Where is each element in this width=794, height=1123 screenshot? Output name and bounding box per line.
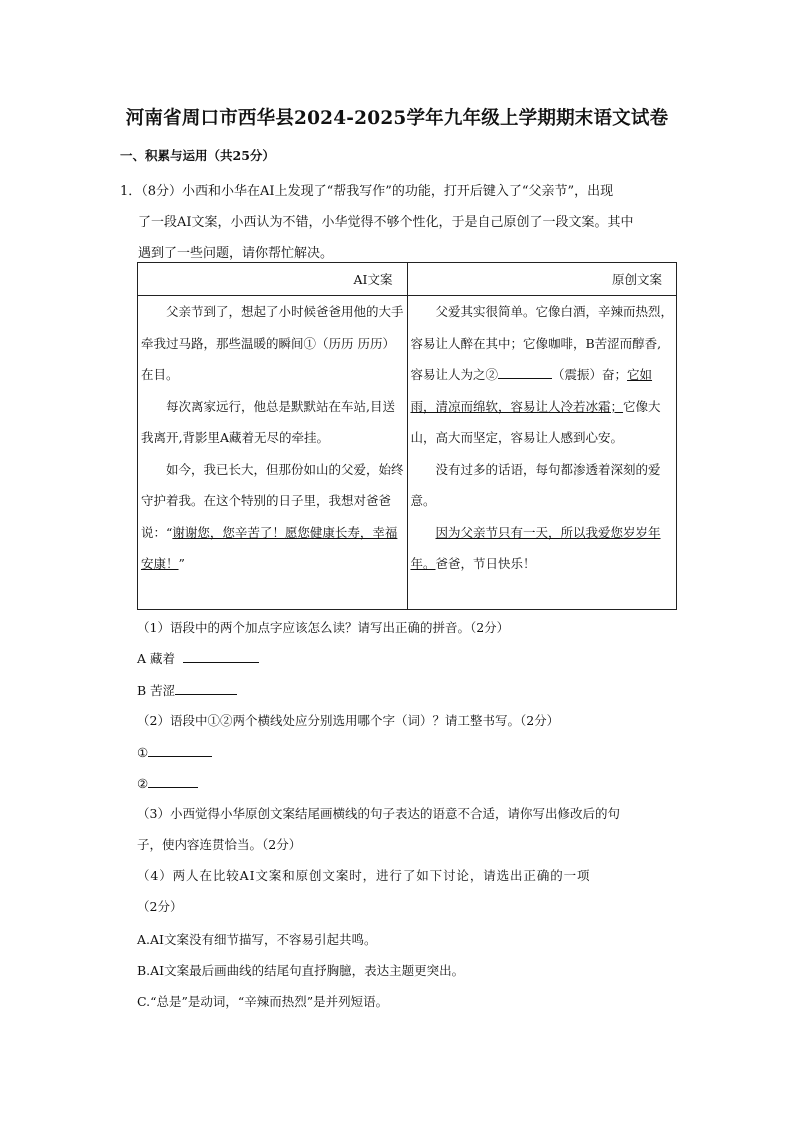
original-paragraph-1-start: 父爱其实很简单。它像白酒，辛辣而热烈，容易让人醉在其中；它像咖啡，B苦涩而醇香,容易让人为之② (410, 304, 674, 382)
option-b: B.AI文案最后画曲线的结尾句直抒胸臆，表达主题更突出。 (137, 963, 465, 978)
subquestion-3 (137, 798, 683, 860)
section-heading: 一、积累与运用（共25分） (120, 148, 275, 163)
ai-paragraph-3-end: ” (178, 556, 185, 571)
original-ending-underline-sentence: 因为父亲节只有一天，所以我爱您岁岁年年。 (410, 524, 661, 571)
question-1-line2: 了一段AI文案，小西认为不错，小华觉得不够个性化，于是自己原创了一段文案。其中 (138, 215, 634, 230)
ai-paragraph-3-start: 如今，我已长大，但那份如山的父爱，始终守护着我。在这个特别的日子里，我想对爸爸说：“ (141, 461, 404, 540)
original-paragraph-1-end: 它像大山，高大而坚定，容易让人感到心安。 (410, 398, 661, 445)
subquestion-4-line2: （2分） (137, 899, 183, 914)
original-paragraph-2: 没有过多的话语，每句都渗透着深刻的爱意。 (410, 461, 661, 508)
ai-curved-underline-sentence: 谢谢您，您辛苦了！愿您健康长寿，幸福安康！ (141, 524, 398, 571)
option-a: A.AI文案没有细节描写，不容易引起共鸣。 (137, 932, 377, 947)
subquestion-4-line1: （4）两人在比较AI文案和原创文案时，进行了如下讨论，请选出正确的一项 (137, 868, 591, 883)
original-paragraph-3 (411, 517, 674, 580)
answer-blank-b[interactable] (175, 680, 237, 695)
ai-column-header: AI文案 (138, 263, 408, 296)
subquestion-1: （1）语段中的两个加点字应该怎么读？请写出正确的拼音。（2分） (137, 620, 510, 635)
subquestion-4 (137, 860, 683, 922)
original-column-header: 原创文案 (407, 263, 677, 296)
answer-line-2 (137, 773, 198, 791)
ai-text-cell (138, 296, 408, 610)
ai-paragraph-1: 父亲节到了，想起了小时候爸爸用他的大手牵我过马路，那些温暖的瞬间①（历历 历历）在目。 (141, 304, 404, 382)
ai-paragraph-3 (141, 454, 404, 580)
subquestion-3-line2: 子，使内容连贯恰当。（2分） (137, 837, 302, 852)
answer-label-b: B 苦涩 (137, 683, 176, 698)
answer-line-1 (137, 742, 212, 760)
subquestion-3-line1: （3）小西觉得小华原创文案结尾画横线的句子表达的语意不合适，请你写出修改后的句 (137, 806, 620, 821)
answer-blank-2[interactable] (148, 773, 198, 788)
answer-label-a: A 藏着 (137, 651, 176, 666)
answer-label-1: ① (137, 745, 149, 760)
original-paragraph-3-end: 爸爸，节日快乐！ (435, 556, 536, 571)
comparison-table (137, 262, 677, 610)
original-text-cell (407, 296, 677, 610)
original-underline-sentence: 它如雨，清凉而绵软，容易让人冷若冰霜； (410, 367, 653, 414)
original-paragraph-1 (411, 296, 674, 454)
original-paragraph-1-choice: （震振）奋； (552, 367, 628, 382)
blank-2[interactable] (498, 364, 552, 379)
question-1-line3: 遇到了一些问题，请你帮忙解决。 (138, 246, 334, 261)
ai-paragraph-2: 每次离家远行，他总是默默站在车站,目送我离开,背影里A藏着无尽的牵挂。 (141, 398, 395, 445)
answer-line-a (137, 648, 259, 667)
answer-label-2: ② (137, 776, 149, 791)
exam-title: 河南省周口市西华县2024-2025学年九年级上学期期末语文试卷 (125, 108, 669, 129)
answer-line-b (137, 680, 237, 699)
question-1-line1: 1．（8分）小西和小华在AI上发现了“帮我写作”的功能，打开后键入了“父亲节”，出现 (120, 184, 614, 199)
answer-blank-a[interactable] (183, 648, 259, 663)
question-1-stem (120, 176, 680, 269)
option-c: C.“总是”是动词，“辛辣而热烈”是并列短语。 (137, 994, 389, 1009)
subquestion-2: （2）语段中①②两个横线处应分别选用哪个字（词）？请工整书写。（2分） (137, 713, 560, 728)
answer-blank-1[interactable] (148, 742, 212, 757)
